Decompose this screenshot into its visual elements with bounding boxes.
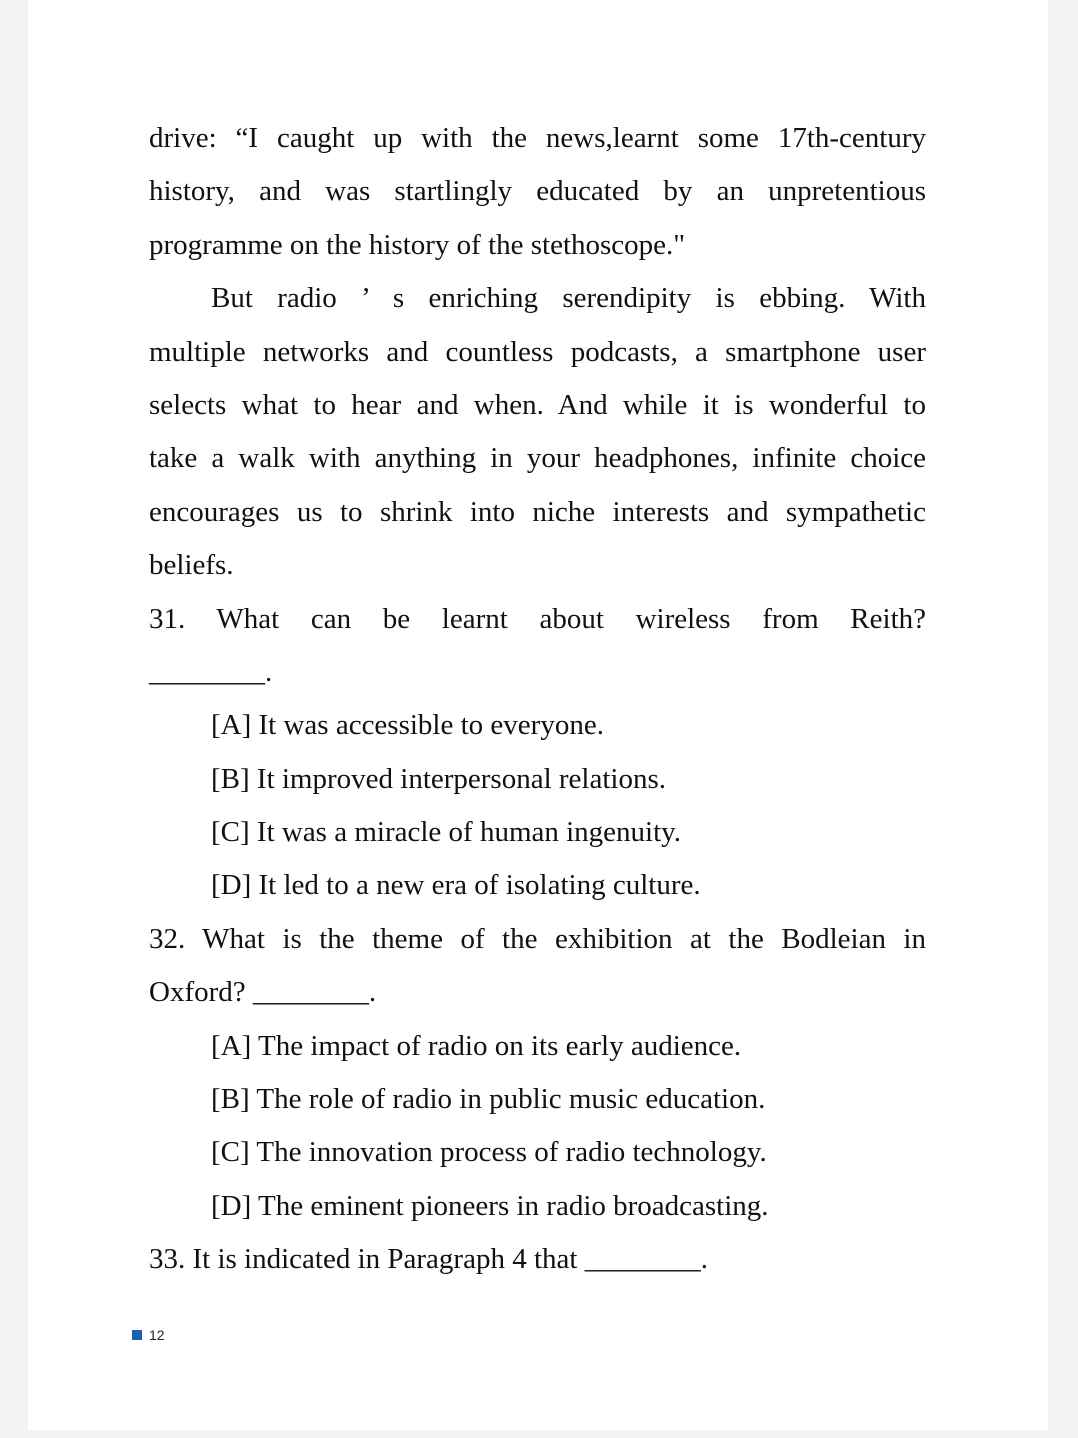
question-31-option-a: [A] It was accessible to everyone. bbox=[211, 709, 604, 742]
page-footer bbox=[132, 1327, 165, 1343]
question-31-option-c: [C] It was a miracle of human ingenuity. bbox=[211, 816, 682, 849]
passage-line: encourages us to shrink into niche interests and sympathetic bbox=[149, 495, 926, 528]
question-32-stem: 32. What is the theme of the exhibition at the Bodleian in bbox=[149, 922, 926, 955]
passage-line: programme on the history of the stethoscope." bbox=[149, 228, 686, 261]
question-31-option-d: [D] It led to a new era of isolating culture. bbox=[211, 869, 701, 902]
passage-line: multiple networks and countless podcasts, a smartphone user bbox=[149, 335, 926, 368]
page-content bbox=[149, 112, 926, 1287]
question-32-option-a: [A] The impact of radio on its early audience. bbox=[211, 1029, 742, 1062]
page-marker-icon bbox=[132, 1330, 142, 1340]
passage-line: But radio ’ s enriching serendipity is ebbing. With bbox=[211, 282, 926, 315]
passage-line: beliefs. bbox=[149, 549, 234, 582]
passage-line: drive: “I caught up with the news,learnt some 17th-century bbox=[149, 122, 926, 154]
question-31-stem: 31. What can be learnt about wireless from Reith? bbox=[149, 602, 926, 635]
passage-line: history, and was startlingly educated by an unpretentious bbox=[149, 175, 926, 208]
passage-line: take a walk with anything in your headphones, infinite choice bbox=[149, 442, 926, 475]
question-32-stem-continued: Oxford? ________. bbox=[149, 976, 377, 1009]
document-page bbox=[28, 0, 1048, 1430]
question-33-stem: 33. It is indicated in Paragraph 4 that ________. bbox=[149, 1243, 708, 1276]
question-31-blank: ________. bbox=[149, 655, 273, 688]
question-32-option-d: [D] The eminent pioneers in radio broadcasting. bbox=[211, 1189, 769, 1222]
question-31-option-b: [B] It improved interpersonal relations. bbox=[211, 762, 667, 795]
page-number: 12 bbox=[149, 1327, 165, 1343]
question-32-option-c: [C] The innovation process of radio technology. bbox=[211, 1136, 767, 1169]
question-32-option-b: [B] The role of radio in public music education. bbox=[211, 1083, 766, 1116]
passage-line: selects what to hear and when. And while it is wonderful to bbox=[149, 388, 926, 421]
